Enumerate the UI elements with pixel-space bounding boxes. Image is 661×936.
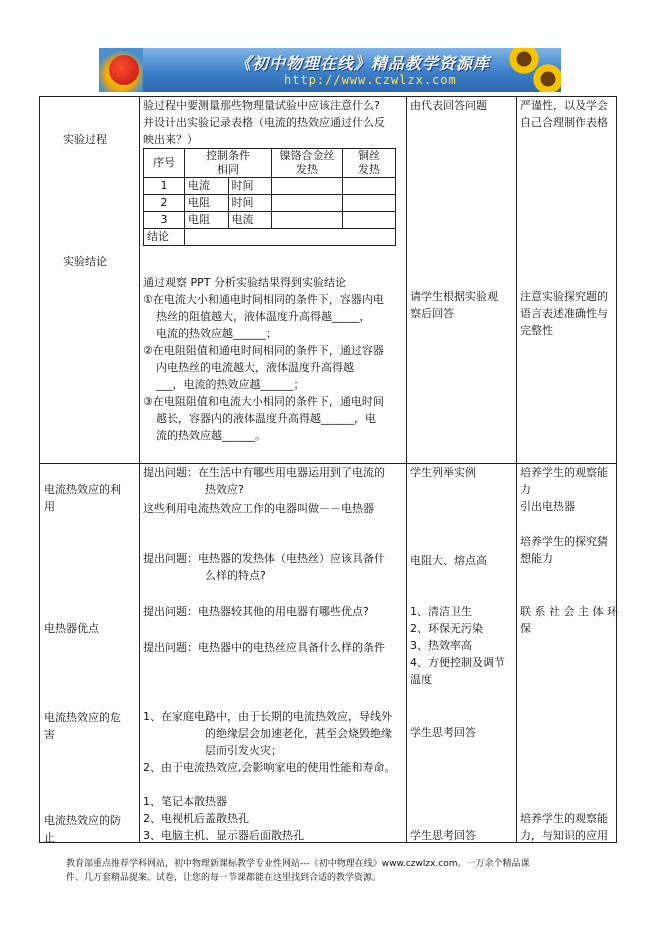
- teacher-activity: 学生思考回答: [410, 829, 476, 842]
- table-cell: [272, 178, 343, 195]
- sunflower-icon: [531, 62, 561, 92]
- teaching-goal: 培养学生的观察能 力 引出电热器: [520, 466, 608, 513]
- table-cell: 电流: [185, 178, 229, 195]
- header-cell: 铜丝 发热: [343, 149, 396, 178]
- table-cell: 时间: [228, 178, 272, 195]
- table-cell: 电阻: [185, 195, 229, 212]
- conclusion-text: 通过观察 PPT 分析实验结果得到实验结论 ①在电流大小和通电时间相同的条件下，容器内电 热丝的阻值越大，液体温度升高得越_____， 电流的热效应越______； ②在电阻阻值和通电时间相同的条件下，通过容器 内电热丝的电流越大，液体温度升高得越 ___，电流的热效应越______； ③在电阻阻值和电流大小相同的条件下，通电时间 越长，容器内的液体温度升高得越______，电 流的热效应越______。: [143, 276, 384, 442]
- table-row: [144, 178, 396, 195]
- heater-definition: 这些利用电流热效应工作的电器叫做－－电热器: [143, 502, 374, 515]
- table-cell: [272, 212, 343, 229]
- label-heat-effect-prevention: 电流热效应的防 止: [44, 814, 121, 844]
- label-heat-effect-harm: 电流热效应的危 害: [44, 711, 121, 741]
- teacher-activity: 学生思考回答: [410, 726, 476, 739]
- banner-title: 《初中物理在线》精品教学资源库: [235, 54, 491, 73]
- record-table: [143, 148, 396, 246]
- table-header-row: [144, 149, 396, 178]
- conclusion-cell: 结论: [144, 229, 185, 246]
- header-cell: 控制条件 相同: [185, 149, 272, 178]
- label-heat-effect-use: 电流热效应的利 用: [44, 483, 121, 513]
- column-divider: [406, 96, 407, 843]
- table-cell: 时间: [228, 195, 272, 212]
- column-divider: [516, 96, 517, 843]
- banner-url[interactable]: http://www.czwlzx.com: [284, 73, 457, 87]
- question-heating-element: 提出问题：电热器的发热体（电热丝）应该具备什 么样的特点?: [143, 552, 385, 582]
- label-experiment-process: 实验过程: [63, 133, 107, 146]
- table-cell: 电流: [228, 212, 272, 229]
- table-cell: 电阻: [185, 212, 229, 229]
- table-row: [144, 212, 396, 229]
- question-advantages: 提出问题：电热器较其他的用电器有哪些优点?: [143, 605, 369, 618]
- teaching-goal: 培养学生的观察能 力，与知识的应用: [520, 812, 608, 842]
- harm-list: 1、在家庭电路中，由于长期的电流热效应，导线外 的绝缘层会加速老化，甚至会烧毁绝缘 层而引发火灾； 2、由于电流热效应,会影响家电的使用性能和寿命。: [143, 710, 396, 774]
- process-question: 验过程中要测量那些物理量试验中应该注意什么? 并设计出实验记录表格（电流的热效应通过什么反 映出来？）: [143, 99, 385, 146]
- teaching-goal: 联 系 社 会 主 体 环 保: [520, 605, 618, 635]
- teaching-goal: 培养学生的探究猜 想能力: [520, 535, 608, 565]
- teacher-activity: 由代表回答问题: [410, 99, 487, 112]
- site-logo-icon: [109, 55, 139, 85]
- teaching-goal: 注意实验探究题的 语言表述准确性与 完整性: [520, 290, 608, 337]
- page-footer: 教育部重点推荐学科网站，初中物理新课标教学专业性网站---《初中物理在线》www.czwlzx.com。一万余个精品课 件、几万套精品提案、试卷，让您的每一节课都能在这里找到合适的教学资源。: [66, 859, 530, 883]
- label-heater-advantages: 电热器优点: [44, 622, 99, 635]
- teacher-activity: 学生列举实例: [410, 466, 476, 479]
- teacher-activity: 请学生根据实验观 察后回答: [410, 290, 498, 320]
- table-row: [144, 195, 396, 212]
- question-wire-conditions: 提出问题：电热器中的电热丝应具备什么样的条件: [143, 641, 385, 654]
- header-banner: [99, 48, 561, 92]
- prevention-list: 1、笔记本散热器 2、电视机后盖散热孔 3、电脑主机、显示器后面散热孔: [143, 795, 304, 842]
- label-experiment-conclusion: 实验结论: [63, 255, 107, 268]
- table-row: [144, 229, 396, 246]
- teacher-activity: 电阻大、熔点高: [410, 554, 487, 567]
- table-cell: [343, 195, 396, 212]
- question-uses: 提出问题：在生活中有哪些用电器运用到了电流的 热效应?: [143, 466, 385, 496]
- column-divider: [139, 96, 140, 843]
- table-cell: 1: [144, 178, 185, 195]
- heater-advantages-list: 1、清洁卫生 2、环保无污染 3、热效率高 4、方便控制及调节 温度: [410, 605, 505, 686]
- table-cell: [185, 229, 396, 246]
- table-cell: 3: [144, 212, 185, 229]
- table-cell: [272, 195, 343, 212]
- table-cell: [343, 178, 396, 195]
- table-cell: [343, 212, 396, 229]
- header-cell: 镍铬合金丝 发热: [272, 149, 343, 178]
- header-cell: 序号: [144, 149, 185, 178]
- teaching-goal: 严谨性，以及学会 自己合理制作表格: [520, 99, 608, 129]
- table-cell: 2: [144, 195, 185, 212]
